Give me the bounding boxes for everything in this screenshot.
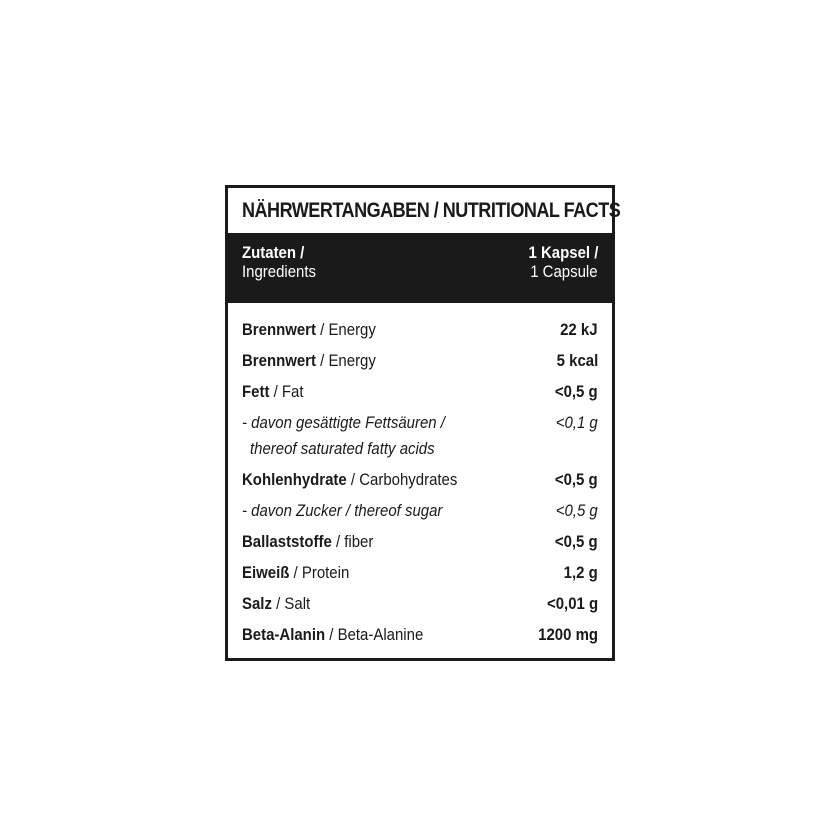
panel-title: NÄHRWERTANGABEN / NUTRITIONAL FACTS [242,198,621,222]
nutrient-row-salt: Salz / Salt <0,01 g [242,594,598,613]
table-header [228,233,612,303]
nutrition-facts-panel [225,185,621,661]
nutrient-row-energy-kj: Brennwert / Energy 22 kJ [242,320,598,339]
nutrient-row-protein: Eiweiß / Protein 1,2 g [242,563,598,582]
nutrient-row-saturated-fat: - davon gesättigte Fettsäuren / <0,1 g [242,413,598,432]
nutrient-row-energy-kcal: Brennwert / Energy 5 kcal [242,351,598,370]
nutrient-rows [228,303,612,650]
header-left-bold: Zutaten / [242,243,305,262]
nutrient-row-fat: Fett / Fat <0,5 g [242,382,598,401]
nutrient-row-fiber: Ballaststoffe / fiber <0,5 g [242,532,598,551]
nutrient-row-beta-alanine: Beta-Alanin / Beta-Alanine 1200 mg [242,625,598,644]
header-ingredients [242,243,326,303]
nutrient-row-saturated-fat-en: thereof saturated fatty acids [250,439,435,458]
header-serving [519,243,598,303]
header-left-light: Ingredients [242,262,317,281]
header-right-light: 1 Capsule [530,262,598,281]
header-right-bold: 1 Kapsel / [528,243,598,262]
nutrient-row-carbohydrates: Kohlenhydrate / Carbohydrates <0,5 g [242,470,598,489]
nutrient-row-sugar: - davon Zucker / thereof sugar <0,5 g [242,501,598,520]
